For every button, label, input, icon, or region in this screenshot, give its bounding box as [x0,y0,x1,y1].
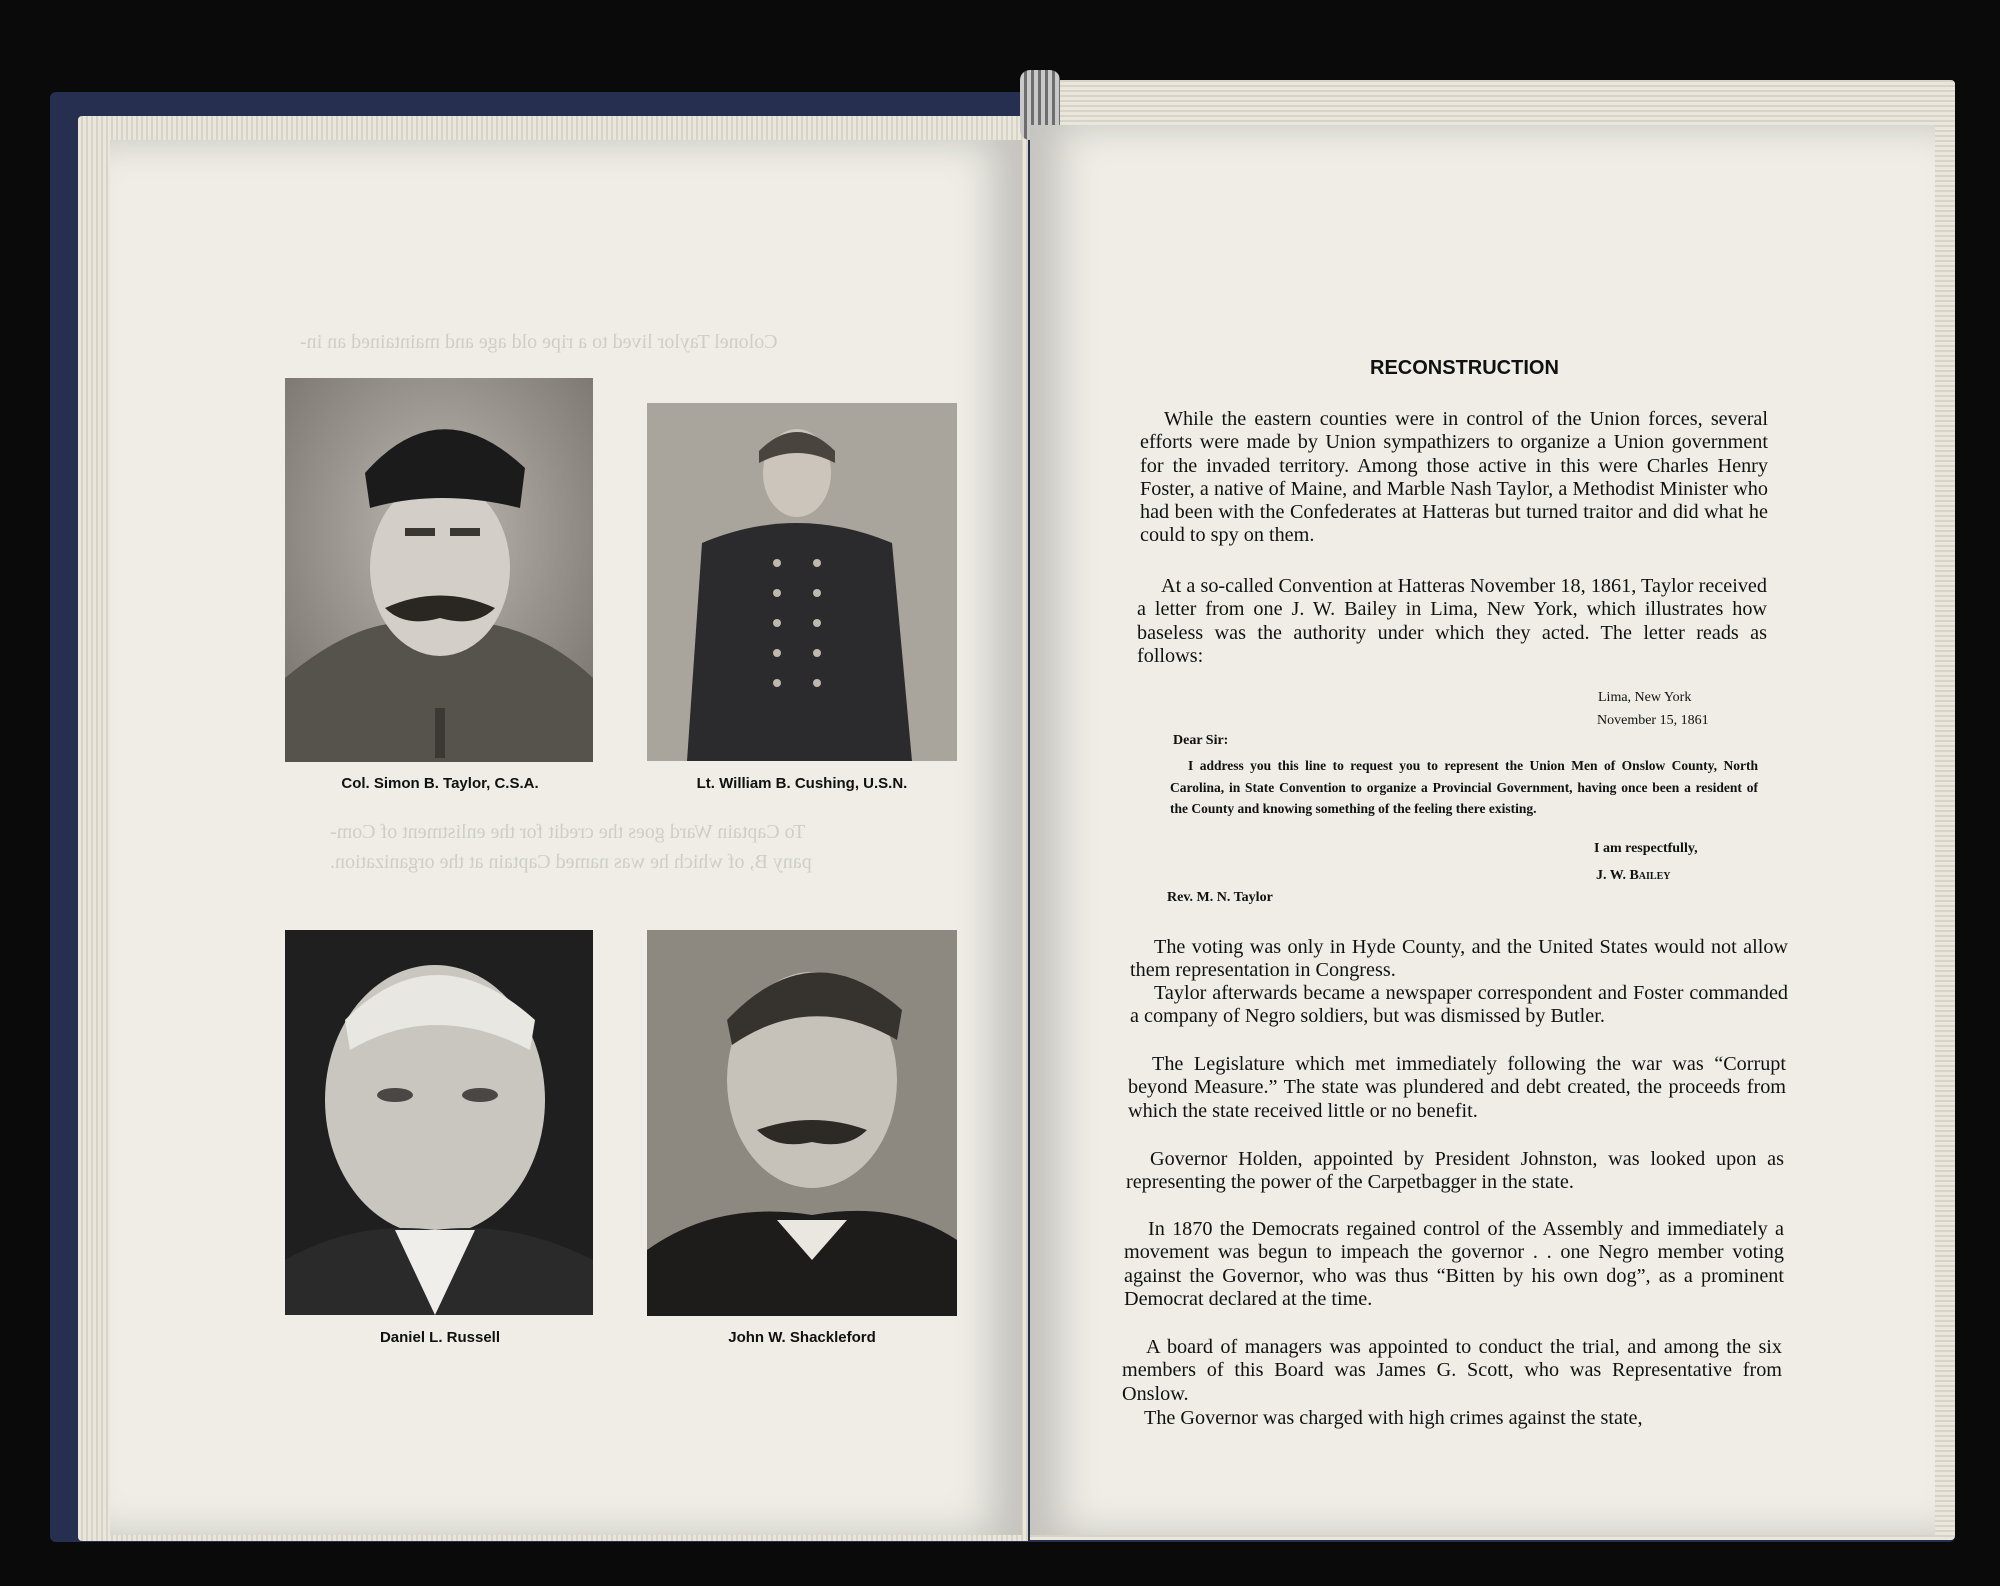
letter-date: November 15, 1861 [1597,713,1709,728]
show-through-text: pany B, of which he was named Captain at the organization. [330,851,812,873]
letter-salutation: Dear Sir: [1173,733,1229,748]
letter-place: Lima, New York [1598,690,1692,705]
letter-body: I address you this line to request you to represent the Union Men of Onslow County, North Carolina, in State Convention to organize a Provincial Government, having once been a resident of the County and knowing something of the feeling there existing. [1170,758,1758,816]
portrait-caption: Lt. William B. Cushing, U.S.N. [696,775,908,792]
paragraph: The Governor was charged with high crimes against the state, [1144,1407,1643,1429]
portrait-photo [285,930,593,1315]
section-heading: RECONSTRUCTION [1370,357,1559,379]
paragraph: The Legislature which met immediately following the war was “Corrupt beyond Measure.” The state was plundered and debt created, the proceeds from which the state received little or no benefit. [1128,1053,1786,1122]
portrait-kepi-officer-icon [285,378,593,762]
paragraph: In 1870 the Democrats regained control of the Assembly and immediately a movement was begun to impeach the governor . . one Negro member voting against the Governor, who was thus “Bitten by his own dog”, as a prominent Democrat declared at the time. [1124,1218,1784,1310]
paragraph: A board of managers was appointed to conduct the trial, and among the six members of this Board was James G. Scott, who was Representative from Onslow. [1122,1336,1782,1405]
letter-signature: J. W. Bailey [1596,868,1671,883]
portrait-photo [647,930,957,1316]
paragraph: Taylor afterwards became a newspaper correspondent and Foster commanded a company of Negro soldiers, but was dismissed by Butler. [1130,982,1788,1028]
show-through-text: To Captain Ward goes the credit for the enlistment of Com- [330,821,806,843]
letter-closing: I am respectfully, [1594,841,1698,856]
paragraph: The voting was only in Hyde County, and the United States would not allow them representation in Congress. [1130,936,1788,982]
portrait-caption: Daniel L. Russell [379,1329,501,1346]
paragraph: Governor Holden, appointed by President Johnston, was looked upon as representing the power of the Carpetbagger in the state. [1126,1148,1784,1194]
portrait-photo [285,378,593,762]
portrait-caption: Col. Simon B. Taylor, C.S.A. [341,775,539,792]
portrait-mustached-man-icon [647,930,957,1316]
paragraph: At a so-called Convention at Hatteras November 18, 1861, Taylor received a letter from one J. W. Bailey in Lima, New York, which illustrates how baseless was the authority under which they acted. The letter reads as follows: [1137,575,1767,667]
right-page [1030,125,1935,1535]
portrait-photo [647,403,957,761]
portrait-naval-officer-icon [647,403,957,761]
portrait-caption: John W. Shackleford [728,1329,876,1346]
paragraph: While the eastern counties were in control of the Union forces, several efforts were made by Union sympathizers to organize a Union government for the invaded territory. Among those active in this were Charles Henry Foster, a native of Maine, and Marble Nash Taylor, a Methodist Minister who had been with the Confederates at Hatteras but turned traitor and did what he could to spy on them. [1140,408,1768,547]
letter-addressee: Rev. M. N. Taylor [1167,890,1273,905]
portrait-elderly-man-icon [285,930,593,1315]
show-through-text: Colonel Taylor lived to a ripe old age and maintained an in- [300,331,778,353]
